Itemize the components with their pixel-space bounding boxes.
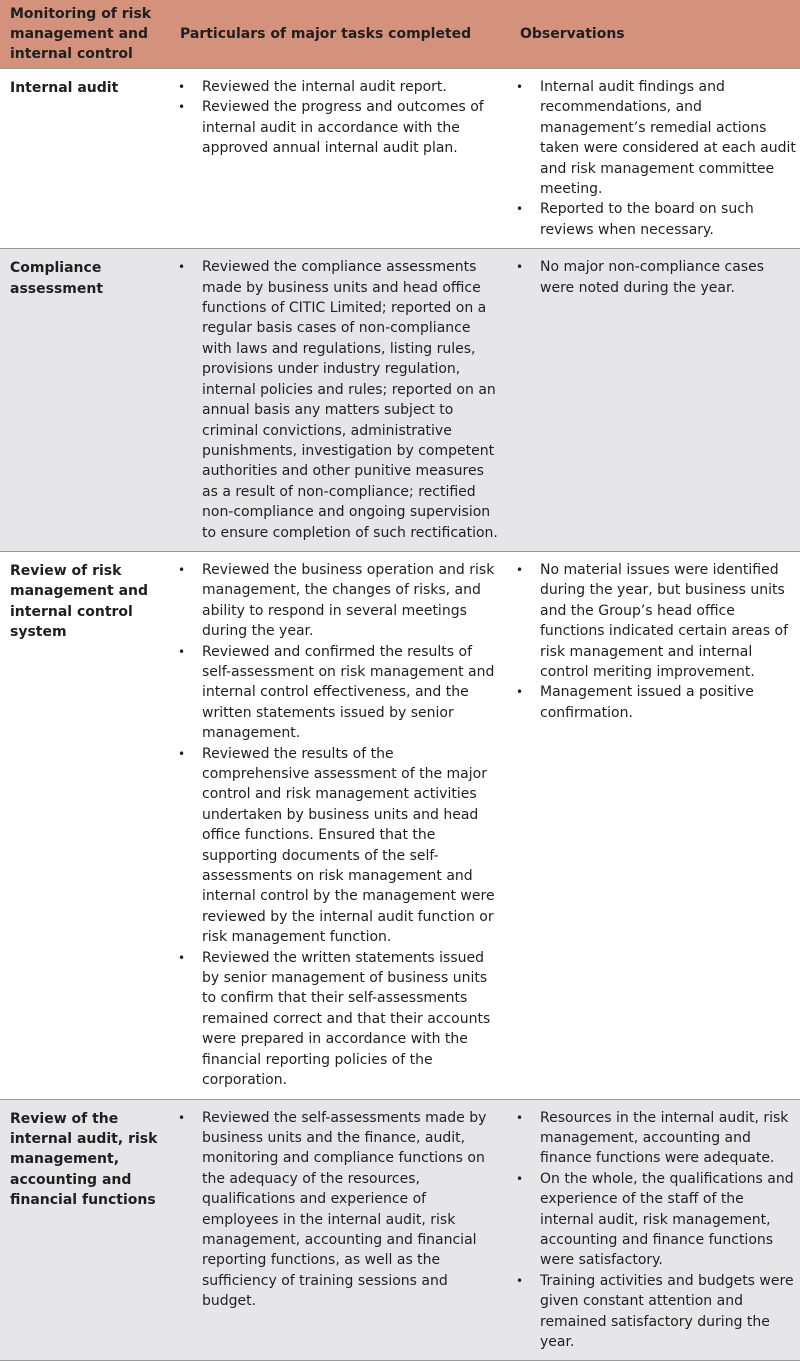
observation-item: • On the whole, the qualifications and experience of the staff of the internal audit, risk management, accounting and finance functions were satisfactory. [514,1169,796,1271]
observations-list [514,257,796,298]
observations-cell [508,1099,800,1360]
task-item: • Reviewed the compliance assessments made by business units and head office functions of CITIC Limited; reported on a regular basis cases of non-compliance with laws and regulations, listing rules, provisions under industry regulation, internal policies and rules; reported on an annual basis any matters subject to criminal convictions, administrative punishments, investigation by competent authorities and other punitive measures as a result of non-compliance; rectified non-compliance and ongoing supervision to ensure completion of such rectification. [176,257,502,543]
observation-item: • No major non-compliance cases were noted during the year. [514,257,796,298]
table-header [0,0,800,69]
observations-cell [508,551,800,1099]
observation-item: • Resources in the internal audit, risk management, accounting and finance functions were adequate. [514,1108,796,1169]
row-label: Review of the internal audit, risk management, accounting and financial functions [0,1099,168,1360]
tasks-cell [168,249,508,552]
task-item: • Reviewed and confirmed the results of self-assessment on risk management and internal control effectiveness, and the written statements issued by senior management. [176,642,502,744]
task-item: • Reviewed the internal audit report. [176,77,502,97]
header-observations: Observations [508,0,800,69]
table-body [0,69,800,1361]
observations-cell [508,249,800,552]
observations-list [514,560,796,723]
observation-item: • Internal audit findings and recommendations, and management’s remedial actions taken were considered at each audit and risk management committee meeting. [514,77,796,199]
tasks-list [176,77,502,159]
observations-list [514,1108,796,1353]
row-label: Compliance assessment [0,249,168,552]
observation-item: • Training activities and budgets were given constant attention and remained satisfactory during the year. [514,1271,796,1353]
observations-list [514,77,796,240]
tasks-cell [168,69,508,249]
observations-cell [508,69,800,249]
observation-item: • No material issues were identified during the year, but business units and the Group’s head office functions indicated certain areas of risk management and internal control meriting improvement. [514,560,796,682]
row-risk-management-review [0,551,800,1099]
row-label: Internal audit [0,69,168,249]
row-compliance-assessment [0,249,800,552]
header-monitoring: Monitoring of risk management and internal control [0,0,168,69]
header-row [0,0,800,69]
tasks-cell [168,551,508,1099]
observation-item: • Reported to the board on such reviews when necessary. [514,199,796,240]
observation-item: • Management issued a positive confirmation. [514,682,796,723]
tasks-list [176,257,502,543]
row-functions-review [0,1099,800,1360]
task-item: • Reviewed the written statements issued by senior management of business units to confirm that their self-assessments remained correct and that their accounts were prepared in accordance with the financial reporting policies of the corporation. [176,948,502,1091]
task-item: • Reviewed the progress and outcomes of internal audit in accordance with the approved annual internal audit plan. [176,97,502,158]
tasks-list [176,1108,502,1312]
tasks-cell [168,1099,508,1360]
task-item: • Reviewed the business operation and risk management, the changes of risks, and ability to respond in several meetings during the year. [176,560,502,642]
tasks-list [176,560,502,1091]
row-label: Review of risk management and internal control system [0,551,168,1099]
task-item: • Reviewed the results of the comprehensive assessment of the major control and risk management activities undertaken by business units and head office functions. Ensured that the supporting documents of the self-assessments on risk management and internal control by the management were reviewed by the internal audit function or risk management function. [176,744,502,948]
row-internal-audit [0,69,800,249]
header-tasks: Particulars of major tasks completed [168,0,508,69]
task-item: • Reviewed the self-assessments made by business units and the finance, audit, monitoring and compliance functions on the adequacy of the resources, qualifications and experience of employees in the internal audit, risk management, accounting and financial reporting functions, as well as the sufficiency of training sessions and budget. [176,1108,502,1312]
